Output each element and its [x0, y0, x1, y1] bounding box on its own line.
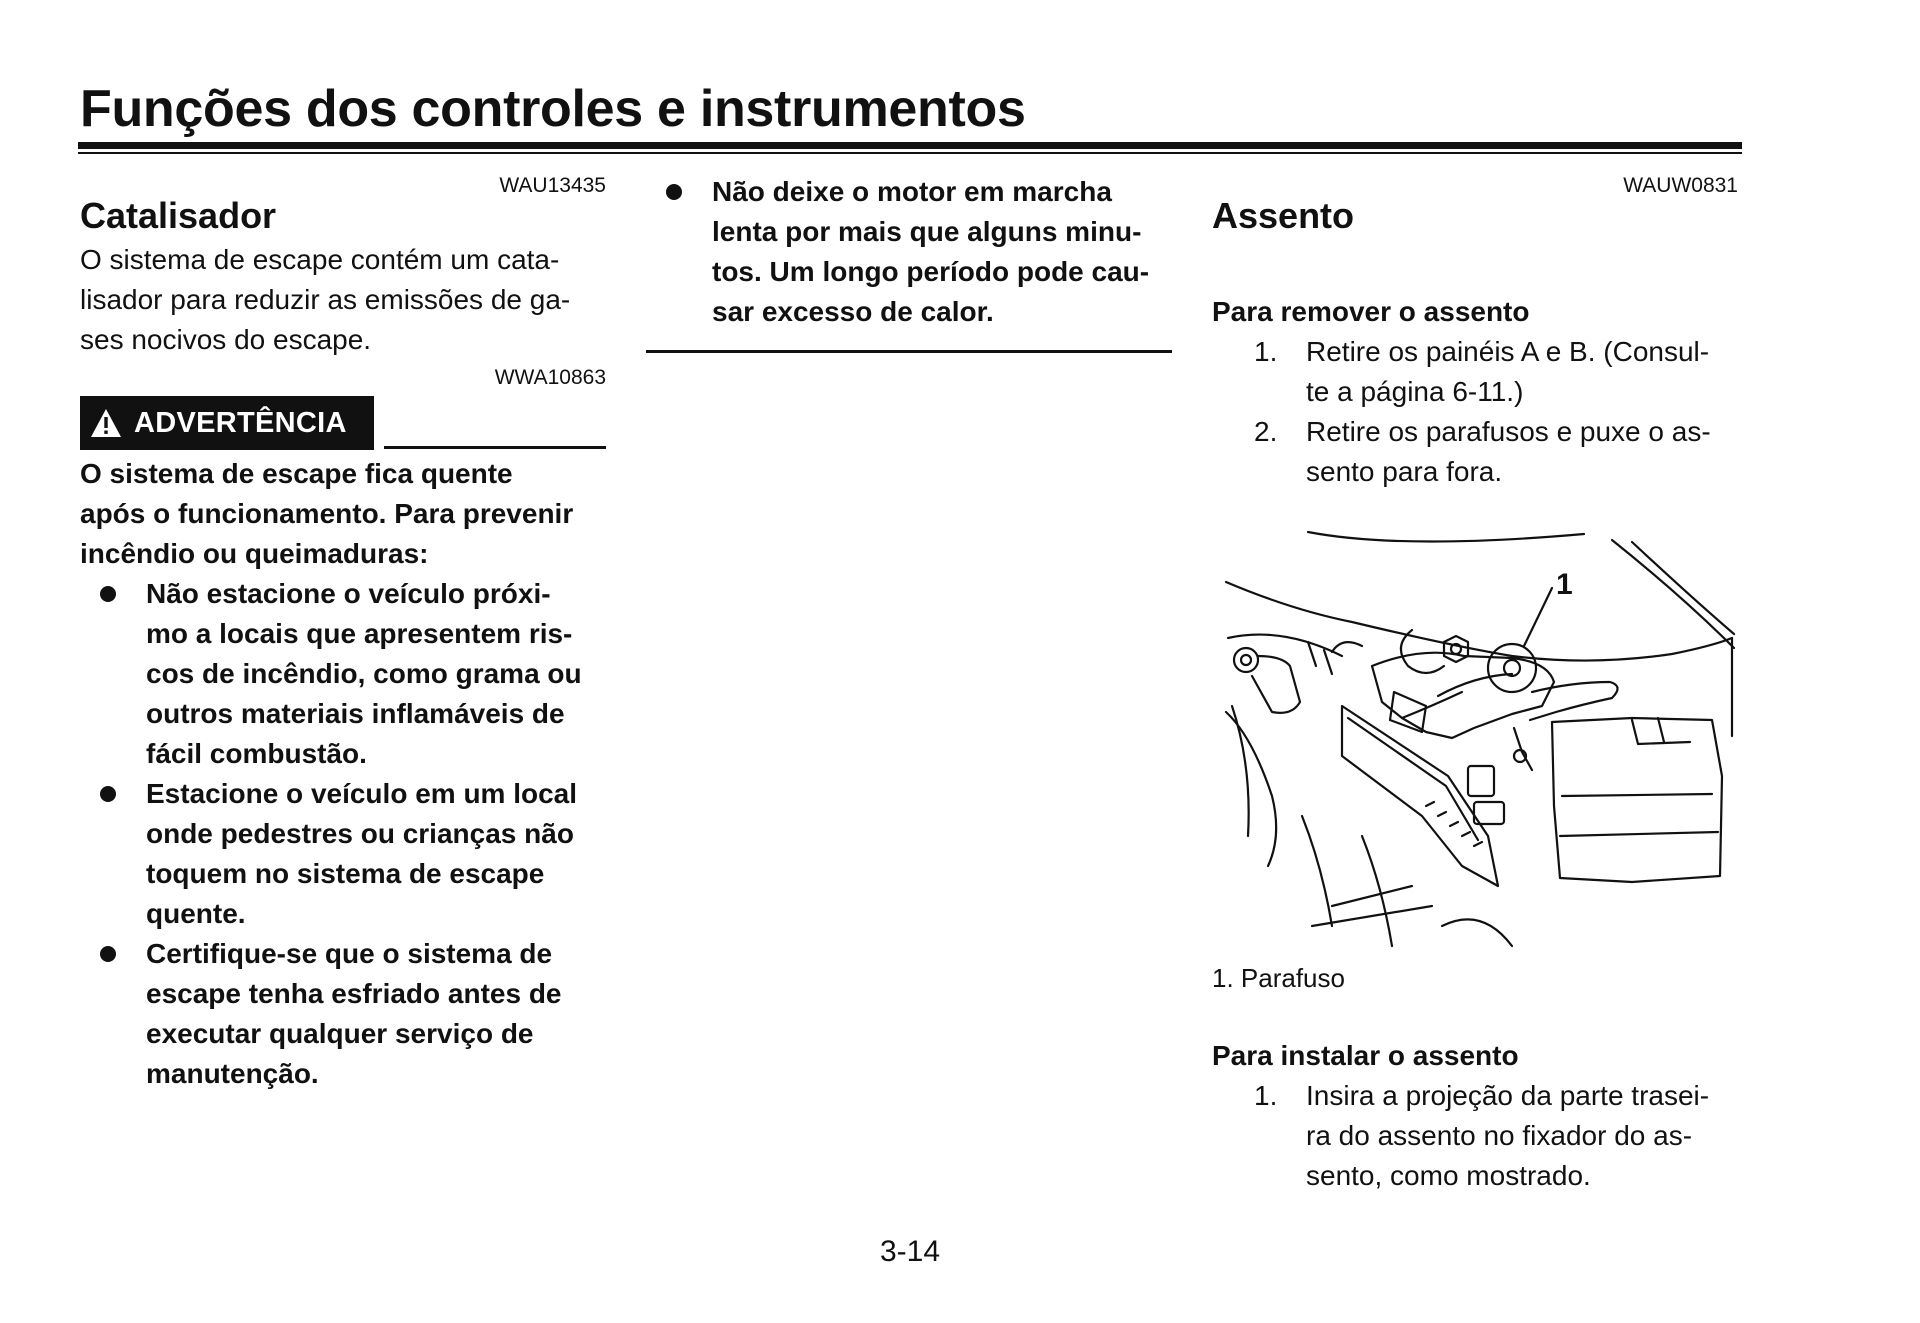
page-title: Funções dos controles e instrumentos — [80, 80, 1026, 138]
bullet-line: quente. — [146, 898, 246, 929]
seat-bolt-figure — [1212, 506, 1738, 954]
step-line: sento para fora. — [1306, 456, 1503, 487]
warning-label: ADVERTÊNCIA — [134, 406, 347, 439]
bullet-line: executar qualquer serviço de — [146, 1018, 534, 1049]
step-number: 1. — [1254, 336, 1278, 367]
warning-badge — [80, 396, 374, 450]
warning-bullet-list-continued — [646, 172, 1172, 332]
step-line: ra do assento no fixador do as- — [1306, 1120, 1693, 1151]
bullet-line: lenta por mais que alguns minu- — [712, 216, 1142, 247]
step-number: 1. — [1254, 1080, 1278, 1111]
header-rule-thin — [78, 152, 1742, 154]
install-seat-steps — [1212, 1076, 1738, 1196]
warning-bullet-list — [80, 574, 606, 1094]
seat-code: WAUW0831 — [1623, 174, 1738, 197]
warning-header — [80, 396, 606, 452]
bullet-line: toquem no sistema de escape — [146, 858, 545, 889]
seat-title: Assento — [1212, 195, 1355, 236]
figure-callout-number: 1 — [1556, 568, 1573, 601]
step — [1212, 332, 1738, 412]
bullet-line: manutenção. — [146, 1058, 319, 1089]
step-line: sento, como mostrado. — [1306, 1160, 1591, 1191]
warning-bullet — [80, 574, 606, 774]
step — [1212, 412, 1738, 492]
header-rule-thick — [78, 142, 1742, 149]
bullet-line: escape tenha esfriado antes de — [146, 978, 562, 1009]
warning-triangle-icon — [90, 408, 122, 438]
step-number: 2. — [1254, 416, 1278, 447]
seat-illustration — [1212, 506, 1738, 954]
warning-intro-line: O sistema de escape fica quente — [80, 458, 513, 489]
remove-seat-title: Para remover o assento — [1212, 296, 1530, 327]
step — [1212, 1076, 1738, 1196]
remove-seat-steps — [1212, 332, 1738, 492]
step-line: Retire os painéis A e B. (Consul- — [1306, 336, 1710, 367]
bullet-line: Estacione o veículo em um local — [146, 778, 578, 809]
warning-code: WWA10863 — [494, 366, 606, 389]
page-number: 3-14 — [879, 1235, 941, 1268]
warning-bullet — [80, 934, 606, 1094]
catalyst-text-line: lisador para reduzir as emissões de ga- — [80, 284, 571, 315]
warning-end-rule — [646, 350, 1172, 353]
bullet-line: mo a locais que apresentem ris- — [146, 618, 573, 649]
catalyst-code: WAU13435 — [499, 174, 606, 197]
bullet-line: Não deixe o motor em marcha — [712, 176, 1112, 207]
left-column — [80, 172, 606, 1094]
warning-intro-line: após o funcionamento. Para prevenir — [80, 498, 574, 529]
bullet-line: cos de incêndio, como grama ou — [146, 658, 582, 689]
figure-caption: 1. Parafuso — [1212, 963, 1345, 993]
bullet-line: Certifique-se que o sistema de — [146, 938, 553, 969]
warning-bullet — [80, 774, 606, 934]
bullet-line: sar excesso de calor. — [712, 296, 994, 327]
step-line: te a página 6-11.) — [1306, 376, 1524, 407]
catalyst-text-line: O sistema de escape contém um cata- — [80, 244, 560, 275]
warning-bullet — [646, 172, 1172, 332]
warning-underline — [384, 446, 606, 449]
bullet-line: outros materiais inflamáveis de — [146, 698, 565, 729]
install-seat-title: Para instalar o assento — [1212, 1040, 1519, 1071]
step-line: Insira a projeção da parte trasei- — [1306, 1080, 1710, 1111]
warning-intro-line: incêndio ou queimaduras: — [80, 538, 429, 569]
catalyst-text-line: ses nocivos do escape. — [80, 324, 372, 355]
bullet-line: onde pedestres ou crianças não — [146, 818, 574, 849]
middle-column — [646, 172, 1172, 353]
bullet-line: tos. Um longo período pode cau- — [712, 256, 1150, 287]
catalyst-title: Catalisador — [80, 195, 277, 236]
bullet-line: fácil combustão. — [146, 738, 367, 769]
bullet-line: Não estacione o veículo próxi- — [146, 578, 551, 609]
right-column — [1212, 172, 1738, 1196]
step-line: Retire os parafusos e puxe o as- — [1306, 416, 1711, 447]
